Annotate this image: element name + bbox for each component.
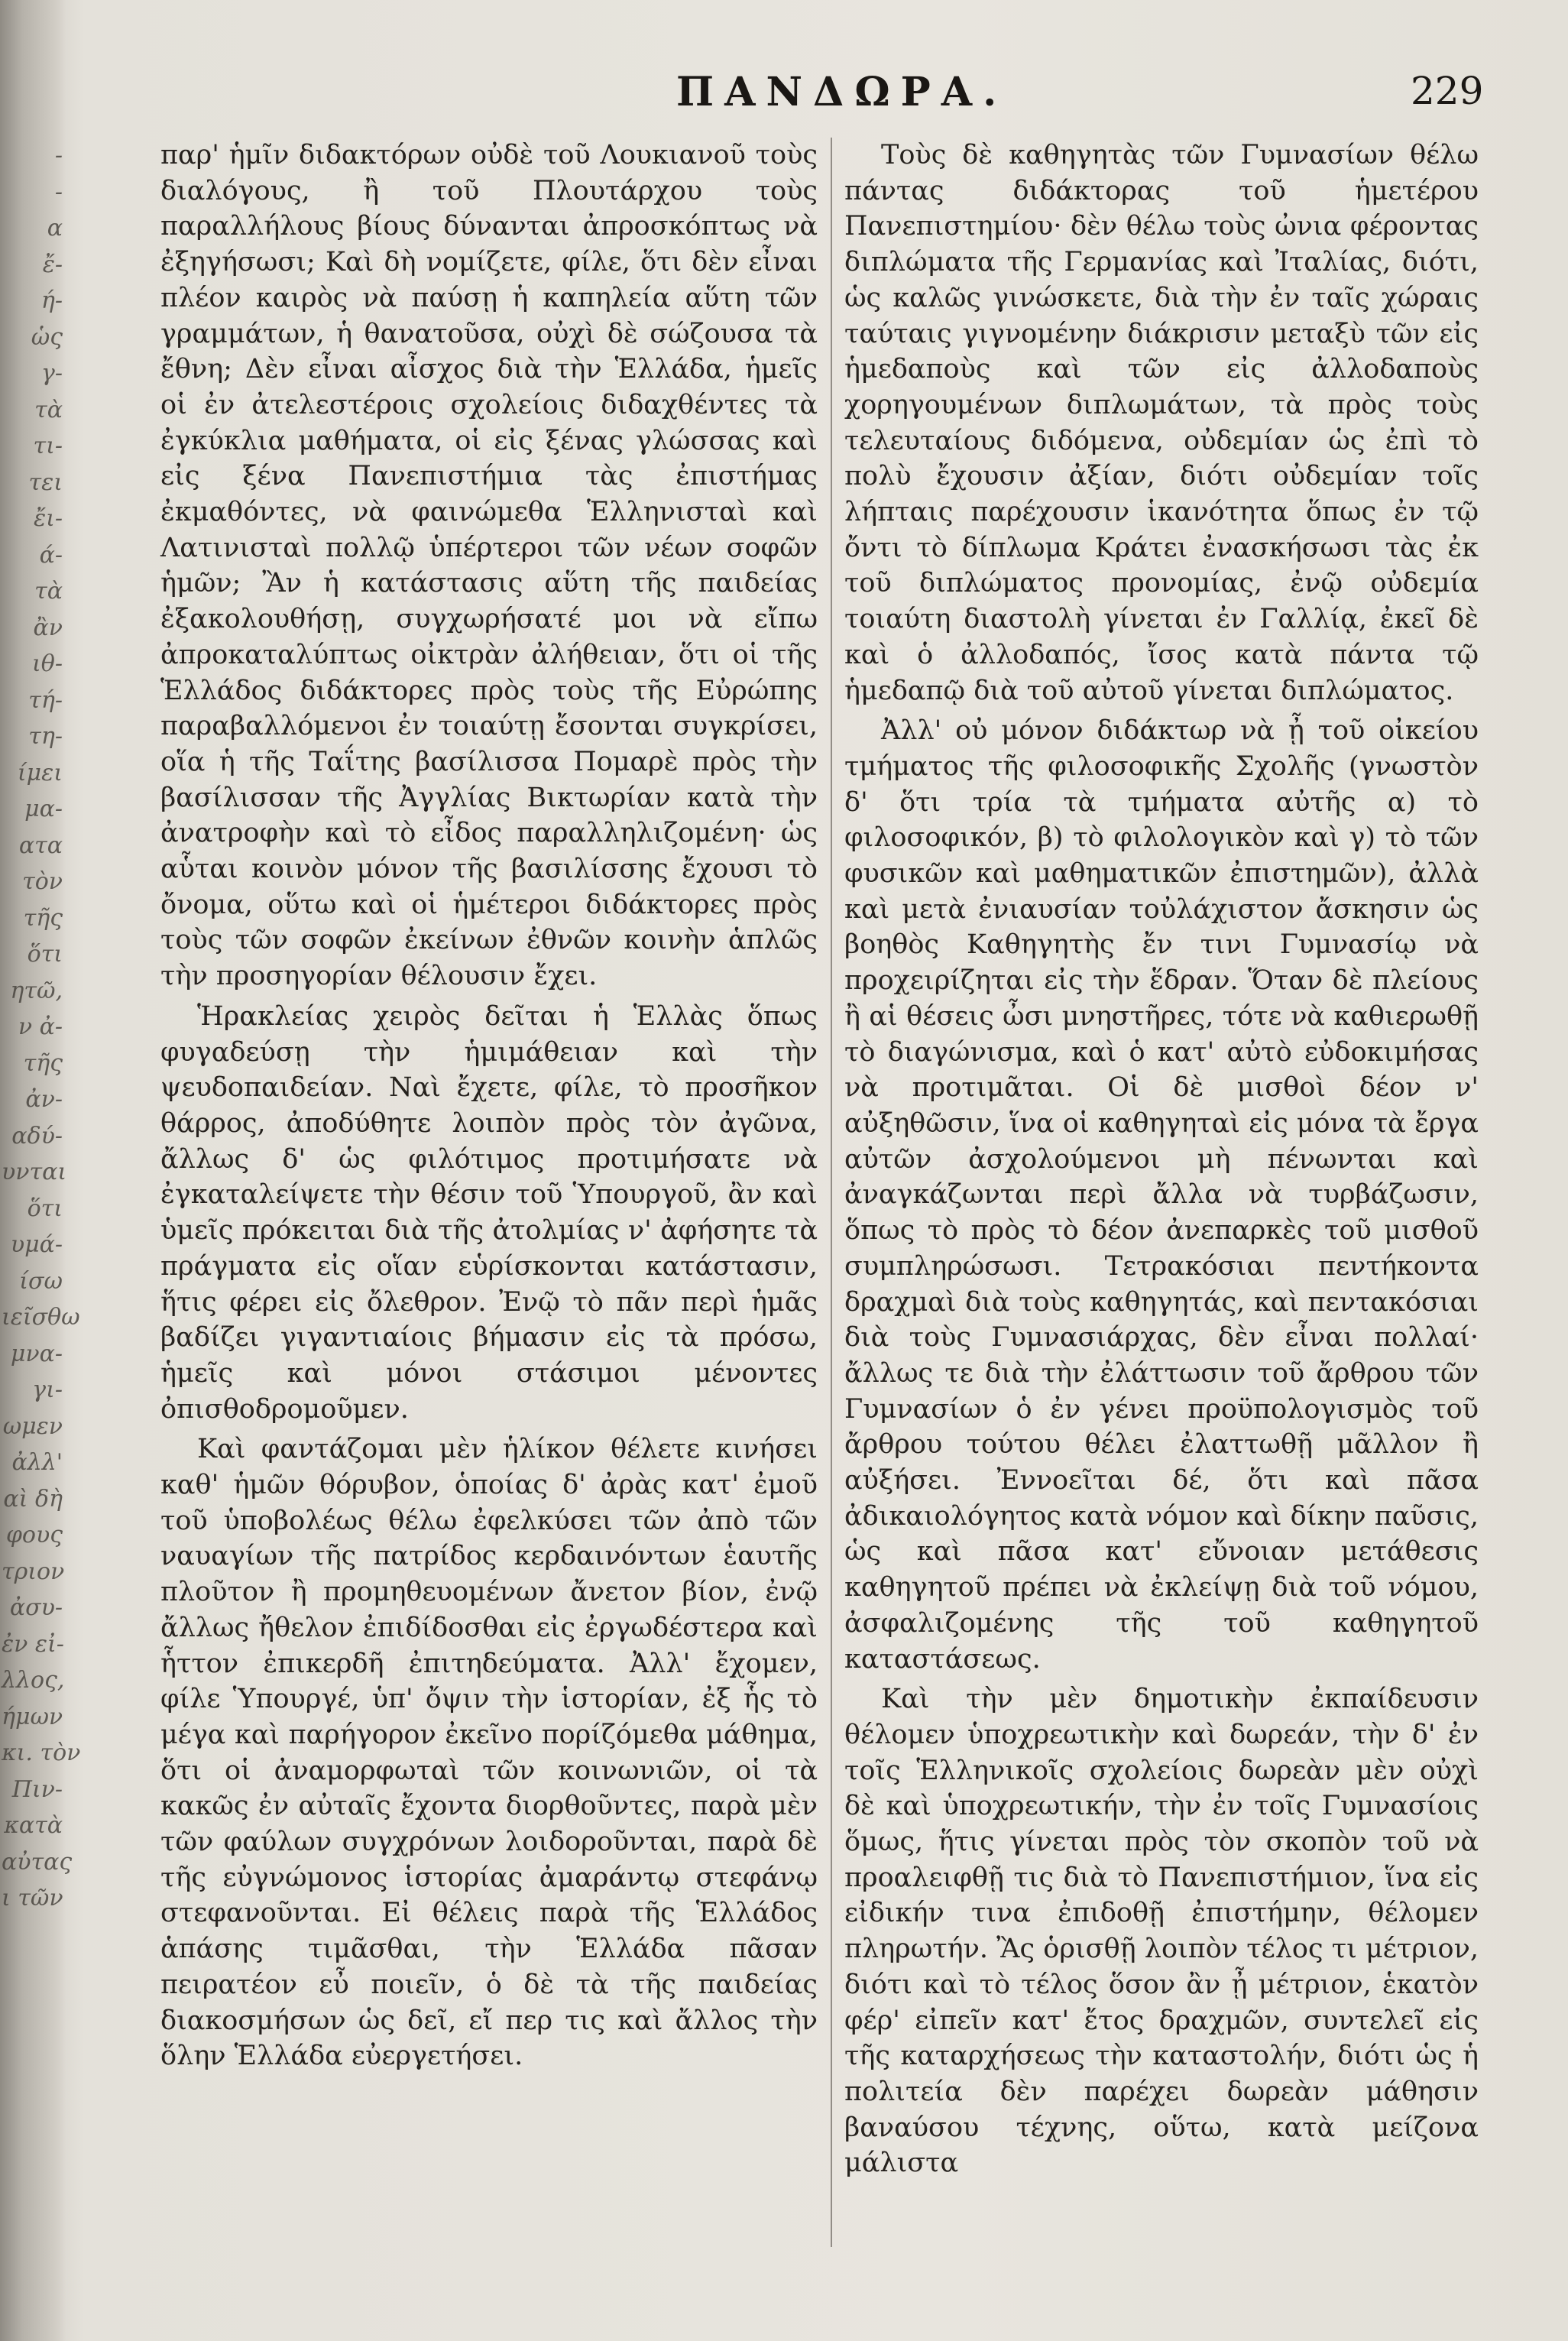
gutter-fragment: ά- <box>39 541 63 569</box>
gutter-fragment: αὐτας <box>2 1848 73 1876</box>
gutter-fragment: ἀλλ' <box>11 1449 63 1476</box>
gutter-fragment: αὶ δὴ <box>3 1485 63 1513</box>
gutter-fragment: λλος, <box>2 1667 65 1694</box>
column-divider <box>831 138 832 2247</box>
paragraph: παρ' ἡμῖν διδακτόρων οὐδὲ τοῦ Λουκιανοῦ τοὺς διαλόγους, ἢ τοῦ Πλουτάρχου τοὺς παραλλήλους βίους δύνανται ἀπροσκόπτως νὰ ἐξηγήσωσι; Καὶ δὴ νομίζετε, φίλε, ὅτι δὲν εἶναι πλέον καιρὸς νὰ παύσῃ ἡ καπηλεία αὕτη τῶν γραμμάτων, ἡ θανατοῦσα, οὐχὶ δὲ σώζουσα τὰ ἔθνη; Δὲν εἶναι αἶσχος διὰ τὴν Ἑλλάδα, ἡμεῖς οἱ ἐν ἀτελεστέροις σχολείοις διδαχθέντες τὰ ἐγκύκλια μαθήματα, οἱ εἰς ξένας γλώσσας καὶ εἰς ξένα Πανεπιστήμια τὰς ἐπιστήμας ἐκμαθόντες, νὰ φαινώμεθα Ἑλληνισταὶ καὶ Λατινισταὶ πολλῷ ὑπέρτεροι τῶν νέων σοφῶν ἡμῶν; Ἂν ἡ κατάστασις αὕτη τῆς παιδείας ἐξακολουθήσῃ, συγχωρήσατέ μοι νὰ εἴπω ἀπροκαταλύπτως οἰκτρὰν ἀλήθειαν, ὅτι οἱ τῆς Ἑλλάδος διδάκτορες πρὸς τοὺς τῆς Εὐρώπης παραβαλλόμενοι ἐν τοιαύτῃ ἔσονται συγκρίσει, οἵα ἡ τῆς Ταΐτης βασίλισσα Πομαρὲ πρὸς τὴν βασίλισσαν τῆς Ἀγγλίας Βικτωρίαν κατὰ τὴν ἀνατροφὴν καὶ τὸ εἶδος παραλληλιζομένη· ὡς αὗται κοινὸν μόνον τῆς βασιλίσσης ἔχουσι τὸ ὄνομα, οὕτω καὶ οἱ ἡμέτεροι διδάκτορες πρὸς τοὺς τῶν σοφῶν ἐκείνων ἐθνῶν κοινὴν ἁπλῶς τὴν προσηγορίαν θέλουσιν ἔχει. <box>160 140 818 992</box>
gutter-fragment: ίμει <box>17 759 63 786</box>
gutter-fragment: ὅτι <box>27 1195 63 1222</box>
gutter-fragment: ατα <box>18 832 63 859</box>
gutter-fragment: μνα- <box>10 1340 63 1367</box>
gutter-fragment: υνται <box>2 1159 67 1185</box>
gutter-fragment: ιεῖσθω <box>2 1304 80 1331</box>
gutter-fragment: αδύ- <box>11 1122 63 1149</box>
gutter-fragment: ν ἀ- <box>18 1013 63 1040</box>
gutter-fragment: Πιν- <box>11 1775 63 1803</box>
gutter-fragment: ή- <box>40 287 63 314</box>
gutter-fragment: φους <box>5 1522 63 1548</box>
paragraph: Τοὺς δὲ καθηγητὰς τῶν Γυμνασίων θέλω πάντας διδάκτορας τοῦ ἡμετέρου Πανεπιστημίου· δὲν θέλω τοὺς ὠνια φέροντας διπλώματα τῆς Γερμανίας καὶ Ἰταλίας, διότι, ὡς καλῶς γινώσκετε, διὰ τὴν ἐν ταῖς χώραις ταύταις γιγνομένην διάκρισιν μεταξὺ τῶν εἰς ἡμεδαποὺς καὶ τῶν εἰς ἀλλοδαποὺς χορηγουμένων διπλωμάτων, τὰ πρὸς τοὺς τελευταίους διδόμενα, οὐδεμίαν ὡς ἐπὶ τὸ πολὺ ἔχουσιν ἀξίαν, διότι οὐδεμίαν τοῖς λήπταις παρέχουσιν ἱκανότητα ὅπως ἐν τῷ ὄντι τὸ δίπλωμα Κράτει ἐνασκήσωσι τὰς ἐκ τοῦ διπλώματος προνομίας, ἐνῷ οὐδεμία τοιαύτη διαστολὴ γίνεται ἐν Γαλλίᾳ, ἐκεῖ δὲ καὶ ὁ ἀλλοδαπός, ἴσος κατὰ πάντα τῷ ἡμεδαπῷ διὰ τοῦ αὐτοῦ γίνεται διπλώματος. <box>844 140 1479 706</box>
gutter-fragment: γ- <box>40 360 63 387</box>
gutter-fragment: υμά- <box>10 1231 63 1258</box>
gutter-fragment: ιθ- <box>32 650 63 677</box>
gutter-fragment: κατὰ <box>4 1812 63 1839</box>
gutter-fragment: ητῶ, <box>10 977 63 1004</box>
gutter-fragment: γι- <box>32 1376 63 1403</box>
gutter-fragment: τη- <box>28 723 63 750</box>
gutter-fragment: ίσω <box>19 1267 63 1295</box>
gutter-fragment: τὸν <box>22 868 63 895</box>
gutter-fragment: ὡς <box>31 323 63 351</box>
gutter-fragment: μα- <box>24 796 63 822</box>
paragraph: Καὶ φαντάζομαι μὲν ἡλίκον θέλετε κινήσει καθ' ἡμῶν θόρυβον, ὁποίας δ' ἀρὰς κατ' ἐμοῦ τοῦ ὑποβολέως θέλω ἐφελκύσει τῶν ἀπὸ τῶν ναυαγίων τῆς πατρίδος κερδαινόντων ἑαυτῆς πλοῦτον ἢ προμηθευομένων ἄνετον βίον, ἐνῷ ἄλλως ἤθελον ἐπιδίδοσθαι εἰς ἐργωδέστερα καὶ ἧττον ἐπικερδῆ ἐπιτηδεύματα. Ἀλλ' ἔχομεν, φίλε Ὑπουργέ, ὑπ' ὄψιν τὴν ἱστορίαν, ἐξ ἧς τὸ μέγα καὶ παρήγορον ἐκεῖνο πορίζόμεθα μάθημα, ὅτι οἱ ἀναμορφωταὶ τῶν κοινωνιῶν, οἱ τὰ κακῶς ἐν αὐταῖς ἔχοντα διορθοῦντες, παρὰ μὲν τῶν φαύλων συγχρόνων λοιδοροῦνται, παρὰ δὲ τῆς εὐγνώμονος ἱστορίας ἀμαράντῳ στεφάνῳ στεφανοῦνται. Εἰ θέλεις παρὰ τῆς Ἑλλάδος ἁπάσης τιμᾶσθαι, τὴν Ἑλλάδα πᾶσαν πειρατέον εὖ ποιεῖν, ὁ δὲ τὰ τῆς παιδείας διακοσμήσων ὡς δεῖ, εἴ περ τις καὶ ἄλλος τὴν ὅλην Ἑλλάδα εὐεργετήσει. <box>160 1434 818 2072</box>
right-text-column <box>844 138 1479 2186</box>
paragraph: Καὶ τὴν μὲν δημοτικὴν ἐκπαίδευσιν θέλομεν ὑποχρεωτικὴν καὶ δωρεάν, τὴν δ' ἐν τοῖς Ἑλληνικοῖς σχολείοις δωρεὰν μὲν οὐχὶ δὲ καὶ ὑποχρεωτικήν, τὴν ἐν τοῖς Γυμνασίοις ὅμως, ἥτις γίνεται πρὸς τὸν σκοπὸν τοῦ νὰ προαλειφθῇ τις διὰ τὸ Πανεπιστήμιον, ἵνα εἰς εἰδικήν τινα ἐπιδοθῇ ἐπιστήμην, θέλομεν πληρωτήν. Ἂς ὁρισθῇ λοιπὸν τέλος τι μέτριον, διότι καὶ τὸ τέλος ὅσον ἂν ᾖ μέτριον, ἑκατὸν φέρ' εἰπεῖν κατ' ἔτος δραχμῶν, συντελεῖ εἰς τῆς καταρχήσεως τὴν καταστολήν, διότι ὡς ἡ πολιτεία δὲν παρέχει δωρεὰν μάθησιν βαναύσου τέχνης, οὕτω, κατὰ μείζονα μάλιστα <box>844 1684 1479 2179</box>
page-number: 229 <box>1411 69 1484 113</box>
gutter-fragment: τι- <box>33 433 63 459</box>
gutter-fragment: ἀν- <box>25 1086 63 1113</box>
gutter-fragment: ἐν εἰ- <box>2 1630 64 1658</box>
gutter-fragment: ήμων <box>2 1703 63 1730</box>
gutter-fragment: τῆς <box>23 1049 63 1077</box>
gutter-fragment: ἂν <box>33 614 63 641</box>
gutter-fragment: ἔι- <box>34 505 63 532</box>
gutter-fragment: ωμεν <box>2 1412 63 1440</box>
gutter-fragment: τῆς <box>23 904 63 932</box>
gutter-fragment: τριον <box>2 1558 65 1585</box>
gutter-fragment: ἀσυ- <box>9 1594 63 1621</box>
page-header <box>0 69 1568 130</box>
gutter-fragment: ὅτι <box>27 941 63 968</box>
gutter-fragment: - <box>54 142 63 169</box>
gutter-fragment: τή- <box>28 686 63 714</box>
gutter-fragment: ἔ- <box>42 251 63 278</box>
paragraph: Ἡρακλείας χειρὸς δεῖται ἡ Ἑλλὰς ὅπως φυγαδεύσῃ τὴν ἡμιμάθειαν καὶ τὴν ψευδοπαιδείαν. Ναὶ ἔχετε, φίλε, τὸ προσῆκον θάρρος, ἀποδύθητε λοιπὸν πρὸς τὸν ἀγῶνα, ἄλλως δ' ὡς φιλότιμος προτιμήσατε νὰ ἐγκαταλείψετε τὴν θέσιν τοῦ Ὑπουργοῦ, ἂν καὶ ὑμεῖς πρόκειται διὰ τῆς ἀτολμίας ν' ἀφήσητε τὰ πράγματα εἰς οἵαν εὑρίσκονται κατάστασιν, ἥτις φέρει εἰς ὄλεθρον. Ἐνῷ τὸ πᾶν περὶ ἡμᾶς βαδίζει γιγαντιαίοις βήμασιν εἰς τὰ πρόσω, ἡμεῖς καὶ μόνοι στάσιμοι μένοντες ὀπισθοδρομοῦμεν. <box>160 1000 818 1425</box>
previous-page-fragments <box>2 138 81 1917</box>
paragraph: Ἀλλ' οὐ μόνον διδάκτωρ νὰ ᾖ τοῦ οἰκείου τμήματος τῆς φιλοσοφικῆς Σχολῆς (γνωστὸν δ' ὅτι τρία τὰ τμήματα αὐτῆς α) τὸ φιλοσοφικόν, β) τὸ φιλολογικὸν καὶ γ) τὸ τῶν φυσικῶν καὶ μαθηματικῶν ἐπιστημῶν), ἀλλὰ καὶ μετὰ ἐνιαυσίαν τοὐλάχιστον ἄσκησιν ὡς βοηθὸς Καθηγητὴς ἔν τινι Γυμνασίῳ νὰ προχειρίζηται εἰς τὴν ἕδραν. Ὅταν δὲ πλείους ἢ αἱ θέσεις ὦσι μνηστῆρες, τότε νὰ καθιερωθῇ τὸ διαγώνισμα, καὶ ὁ κατ' αὐτὸ εὐδοκιμήσας νὰ προτιμᾶται. Οἱ δὲ μισθοὶ δέον ν' αὐξηθῶσιν, ἵνα οἱ καθηγηταὶ εἰς μόνα τὰ ἔργα αὐτῶν ἀσχολούμενοι μὴ πένωνται καὶ ἀναγκάζωνται περὶ ἄλλα νὰ τυρβάζωσιν, ὅπως τὸ πρὸς τὸ δέον ἀνεπαρκὲς τοῦ μισθοῦ συμπληρώσωσι. Τετρακόσιαι πεντήκοντα δραχμαὶ διὰ τοὺς καθηγητάς, καὶ πεντακόσιαι διὰ τοὺς Γυμνασιάρχας, δὲν εἶναι πολλαί· ἄλλως τε διὰ τὴν ἐλάττωσιν τοῦ ἄρθρου τῶν Γυμνασίων ὁ ἐν γένει προϋπολογισμὸς τοῦ ἄρθρου τούτου θέλει ἐλαττωθῇ μᾶλλον ἢ αὐξήσει. Ἐννοεῖται δέ, ὅτι καὶ πᾶσα ἀδικαιολόγητος κατὰ νόμον καὶ δίκην παῦσις, ὡς καὶ πᾶσα κατ' εὔνοιαν μετάθεσις καθηγητοῦ πρέπει νὰ ἐκλείψῃ διὰ τοῦ νόμου, ἀσφαλιζομένης τῆς τοῦ καθηγητοῦ καταστάσεως. <box>844 715 1479 1675</box>
gutter-fragment: α <box>47 215 63 242</box>
binding-gutter <box>0 0 81 2341</box>
gutter-fragment: τει <box>28 469 63 496</box>
gutter-fragment: τὰ <box>34 578 63 605</box>
left-text-column <box>160 138 818 2079</box>
gutter-fragment: κι. τὸν <box>2 1740 81 1766</box>
gutter-fragment: - <box>54 178 63 206</box>
gutter-fragment: τὰ <box>34 396 63 423</box>
running-title: ΠΑΝΔΩΡΑ. <box>676 69 1008 115</box>
gutter-fragment: ι τῶν <box>2 1885 63 1911</box>
